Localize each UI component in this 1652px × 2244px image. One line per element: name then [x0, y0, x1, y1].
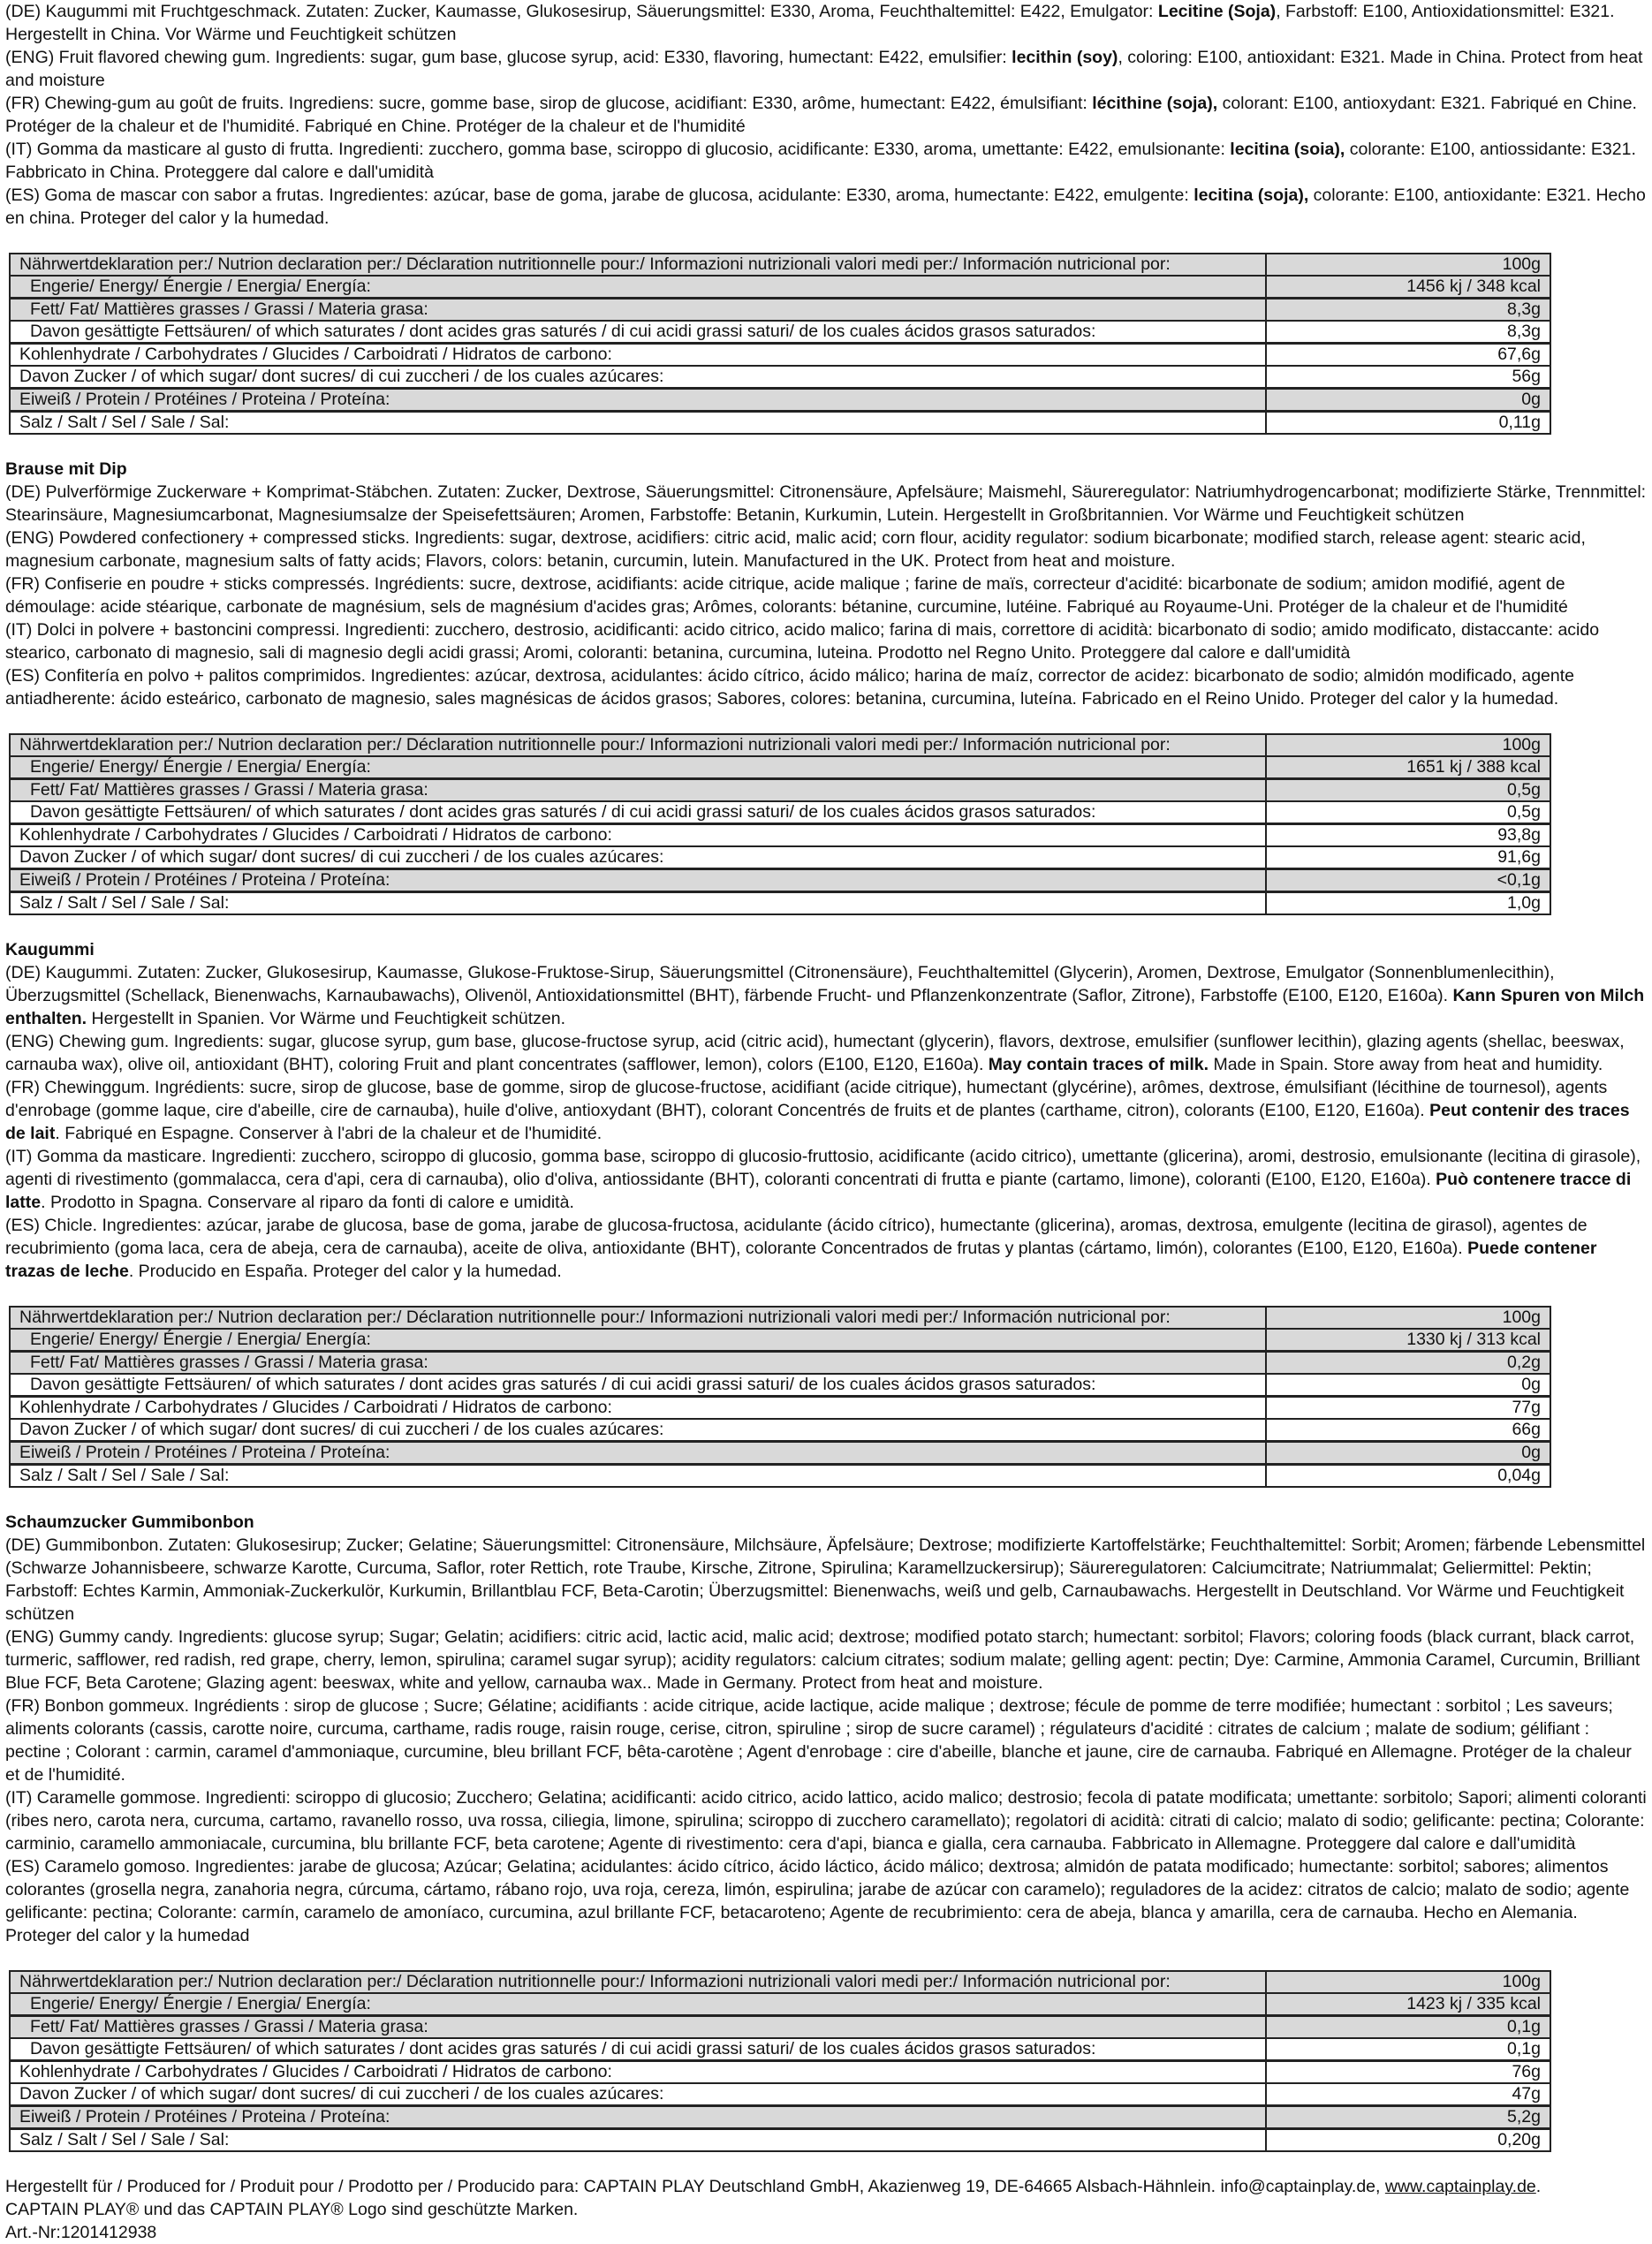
spacer	[5, 915, 1647, 938]
nutrition-label: Eiweiß / Protein / Protéines / Proteina / Proteína:	[10, 389, 1266, 412]
ingredients-paragraph	[5, 1694, 1647, 1786]
ingredients-text: Hergestellt in Spanien. Vor Wärme und Feuchtigkeit schützen.	[87, 1009, 566, 1028]
nutrition-row-satfat	[10, 321, 1550, 344]
spacer	[5, 1947, 1647, 1970]
ingredients-text: (DE) Gummibonbon. Zutaten: Glukosesirup; Zucker; Gelatine; Säuerungsmittel: Citronensäure, Milchsäure, Äpfelsäure; Dextrose; modifizierte Kartoffelstärke; Feuchthaltemittel: Sorbit; Aromen; färbende Lebensmittel (Schwarze Johannisbeere, schwarze Karotte, Curcuma, Saflor, roter Rettich, rote Traube, Kirsche, Zitrone, Spirulina; Karamellzuckersirup); Säureregulatoren: Calciumcitrate; Natriummalat; Geliermittel: Pektin; Farbstoff: Echtes Karmin, Ammoniak-Zuckerkulör, Kurkumin, Brillantblau FCF, Beta-Carotin; Überzugsmittel: Bienenwachs, weiß und gelb, Carnaubawachs. Hergestellt in Deutschland. Vor Wärme und Feuchtigkeit schützen	[5, 1535, 1646, 1624]
nutrition-value: 0g	[1266, 1442, 1550, 1465]
ingredients-paragraph	[5, 1786, 1647, 1855]
ingredients-paragraph	[5, 1626, 1647, 1694]
nutrition-label: Davon gesättigte Fettsäuren/ of which saturates / dont acides gras saturés / di cui acidi grassi saturi/ de los cuales ácidos grasos saturados:	[10, 321, 1266, 344]
website-link[interactable]: www.captainplay.de	[1384, 2177, 1536, 2196]
nutrition-row-energy	[10, 1329, 1550, 1352]
ingredients-text: Made in Spain. Store away from heat and humidity.	[1209, 1055, 1603, 1074]
nutrition-row-salt	[10, 412, 1550, 435]
nutrition-table	[9, 1306, 1551, 1488]
ingredients-text: (IT) Gomma da masticare. Ingredienti: zucchero, sciroppo di glucosio, gomma base, sciroppo di glucosio-fruttosio, acidificante (acido citrico), umettante (glicerina), aromi, destrosio, emulsionante (lecitina di girasole), agenti di rivestimento (gommalacca, cera d'api, cera di carnauba), olio d'oliva, antiossidante (BHT), coloranti concentrati di frutta e piante (cartamo, limone), coloranti (E100, E120, E160a).	[5, 1147, 1641, 1189]
product-sections	[5, 0, 1647, 2152]
ingredients-paragraph	[5, 618, 1647, 664]
ingredients-text: (ES) Goma de mascar con sabor a frutas. Ingredientes: azúcar, base de goma, jarabe de glucosa, acidulante: E330, aroma, humectante: E422, emulgente:	[5, 186, 1194, 205]
allergen-text: May contain traces of milk.	[988, 1055, 1209, 1074]
nutrition-row-fat	[10, 779, 1550, 802]
ingredients-paragraph	[5, 1534, 1647, 1626]
ingredients-text: colorant: E100, antioxydant: E321. Fabriqué en Chine. Protéger de la chaleur et de l'humidité. Fabriqué en Chine. Protéger de la chaleur et de l'humidité	[5, 94, 1637, 136]
nutrition-label: Davon Zucker / of which sugar/ dont sucres/ di cui zuccheri / de los cuales azúcares:	[10, 366, 1266, 389]
spacer	[5, 1488, 1647, 1511]
nutrition-value: 1330 kj / 313 kcal	[1266, 1329, 1550, 1352]
ingredients-text: (DE) Kaugummi mit Fruchtgeschmack. Zutaten: Zucker, Kaumasse, Glukosesirup, Säuerungsmittel: E330, Aroma, Feuchthaltemittel: E422, Emulgator:	[5, 2, 1158, 21]
nutrition-row-header	[10, 1307, 1550, 1329]
ingredients-paragraph	[5, 961, 1647, 1030]
nutrition-value: 56g	[1266, 366, 1550, 389]
ingredients-text: (FR) Chewinggum. Ingrédients: sucre, sirop de glucose, base de gomme, sirop de glucose-fructose, acidifiant (acide citrique), humectant (glycérine), arômes, dextrose, émulsifiant (lécithine de tournesol), agents d'enrobage (gomme laque, cire d'abeille, cire de carnauba), huile d'olive, antioxydant (BHT), colorant Concentrés de fruits et de plantes (carthame, citron), colorants (E100, E120, E160a).	[5, 1078, 1608, 1120]
nutrition-value: 0,5g	[1266, 801, 1550, 824]
nutrition-value: 100g	[1266, 1971, 1550, 1993]
ingredients-text: (IT) Dolci in polvere + bastoncini compressi. Ingredienti: zucchero, destrosio, acidificanti: acido citrico, acido malico; farina di mais, correttore di acidità: bicarbonato di sodio; amido modificato, distaccante: acido stearico, carbonato di magnesio, sali di magnesio degli acidi grassi; Aromi, coloranti: betanina, curcumina, luteina. Prodotto nel Regno Unito. Proteggere dal calore e dall'umidità	[5, 620, 1600, 663]
nutrition-value: 1456 kj / 348 kcal	[1266, 276, 1550, 299]
ingredients-text: (FR) Bonbon gommeux. Ingrédients : sirop de glucose ; Sucre; Gélatine; acidifiants : acide citrique, acide lactique, acide malique ; dextrose; fécule de pomme de terre modifiée; humectant : sorbitol ; Les saveurs; aliments colorants (cassis, carotte noire, curcuma, carthame, radis rouge, raisin rouge, cerise, citron, spiruline ; sirop de sucre caramel) ; régulateurs d'acidité : citrates de calcium ; malate de sodium; gélifiant : pectine ; Colorant : carmin, caramel d'ammoniaque, curcumine, bleu brillant FCF, bêta-carotène ; Agent d'enrobage : cire d'abeille, blanche et jaune, cire de carnauba. Fabriqué en Allemagne. Protéger de la chaleur et de l'humidité.	[5, 1696, 1632, 1785]
nutrition-value: 76g	[1266, 2061, 1550, 2084]
nutrition-value: 5,2g	[1266, 2106, 1550, 2129]
ingredients-paragraph	[5, 664, 1647, 710]
nutrition-value: 0,20g	[1266, 2129, 1550, 2152]
nutrition-label: Kohlenhydrate / Carbohydrates / Glucides / Carboidrati / Hidratos de carbono:	[10, 1397, 1266, 1420]
nutrition-value: 1423 kj / 335 kcal	[1266, 1993, 1550, 2016]
product-section	[5, 1488, 1647, 2152]
nutrition-label: Nährwertdeklaration per:/ Nutrion declaration per:/ Déclaration nutritionnelle pour:/ Informazioni nutrizionali valori medi per:/ Información nutricional por:	[10, 734, 1266, 756]
nutrition-value: <0,1g	[1266, 869, 1550, 892]
allergen-text: Peut contenir des traces de lait	[5, 1101, 1630, 1143]
nutrition-label: Nährwertdeklaration per:/ Nutrion declaration per:/ Déclaration nutritionnelle pour:/ Informazioni nutrizionali valori medi per:/ Información nutricional por:	[10, 254, 1266, 276]
ingredients-text: . Fabriqué en Espagne. Conserver à l'abri de la chaleur et de l'humidité.	[55, 1124, 602, 1143]
nutrition-row-carb	[10, 2061, 1550, 2084]
allergen-text: lecitina (soia),	[1230, 140, 1345, 159]
allergen-text: lecitina (soja),	[1194, 186, 1309, 205]
nutrition-row-carb	[10, 344, 1550, 367]
nutrition-row-protein	[10, 389, 1550, 412]
nutrition-label: Engerie/ Energy/ Énergie / Energia/ Energía:	[10, 1329, 1266, 1352]
ingredients-text: (IT) Gomma da masticare al gusto di frutta. Ingredienti: zucchero, gomma base, sciroppo di glucosio, acidificante: E330, aroma, umettante: E422, emulsionante:	[5, 140, 1231, 159]
nutrition-value: 93,8g	[1266, 824, 1550, 847]
nutrition-label: Eiweiß / Protein / Protéines / Proteina / Proteína:	[10, 869, 1266, 892]
ingredients-paragraph	[5, 184, 1647, 230]
allergen-text: lécithine (soja),	[1092, 94, 1218, 113]
nutrition-value: 77g	[1266, 1397, 1550, 1420]
footer-produced-for	[5, 2175, 1647, 2198]
ingredients-paragraph	[5, 527, 1647, 572]
nutrition-value: 0,11g	[1266, 412, 1550, 435]
nutrition-value: 47g	[1266, 2083, 1550, 2106]
nutrition-row-energy	[10, 1993, 1550, 2016]
ingredients-paragraph	[5, 1030, 1647, 1076]
ingredients-text: (ENG) Chewing gum. Ingredients: sugar, glucose syrup, gum base, glucose-fructose syrup, acid (citric acid), humectant (glycerin), flavors, dextrose, emulsifier (sunflower lecithin), glazing agents (shellac, beeswax, carnauba wax), olive oil, antioxidant (BHT), coloring Fruit and plant concentrates (safflower, lemon), colors (E100, E120, E160a).	[5, 1032, 1625, 1074]
nutrition-label: Davon Zucker / of which sugar/ dont sucres/ di cui zuccheri / de los cuales azúcares:	[10, 2083, 1266, 2106]
nutrition-value: 67,6g	[1266, 344, 1550, 367]
ingredients-text: (ENG) Gummy candy. Ingredients: glucose syrup; Sugar; Gelatin; acidifiers: citric acid, lactic acid, malic acid; dextrose; modified potato starch; humectant: sorbitol; Flavors; coloring foods (black currant, black carrot, turmeric, safflower, red radish, red grape, cherry, lemon, spirulina; caramel sugar syrup); acidity regulators: calcium citrates; sodium malate; gelling agent: pectin; Dye: Carmine, Ammonia Caramel, Curcumin, Brilliant Blue FCF, Beta Carotene; Glazing agent: beeswax, white and yellow, carnauba wax.. Made in Germany. Protect from heat and moisture.	[5, 1627, 1641, 1693]
product-heading: Kaugummi	[5, 940, 95, 959]
product-section	[5, 435, 1647, 915]
nutrition-row-carb	[10, 1397, 1550, 1420]
ingredients-paragraph	[5, 481, 1647, 527]
nutrition-label: Eiweiß / Protein / Protéines / Proteina / Proteína:	[10, 2106, 1266, 2129]
nutrition-label: Kohlenhydrate / Carbohydrates / Glucides / Carboidrati / Hidratos de carbono:	[10, 344, 1266, 367]
nutrition-label: Salz / Salt / Sel / Sale / Sal:	[10, 2129, 1266, 2152]
footer-period: .	[1535, 2177, 1542, 2196]
ingredients-paragraph	[5, 1076, 1647, 1145]
nutrition-label: Davon Zucker / of which sugar/ dont sucres/ di cui zuccheri / de los cuales azúcares:	[10, 846, 1266, 869]
allergen-text: Lecitine (Soja)	[1157, 2, 1277, 21]
nutrition-row-satfat	[10, 801, 1550, 824]
nutrition-label: Engerie/ Energy/ Énergie / Energia/ Energía:	[10, 756, 1266, 779]
nutrition-row-header	[10, 254, 1550, 276]
nutrition-label: Fett/ Fat/ Mattières grasses / Grassi / Materia grasa:	[10, 2016, 1266, 2039]
spacer	[5, 710, 1647, 733]
nutrition-label: Davon Zucker / of which sugar/ dont sucres/ di cui zuccheri / de los cuales azúcares:	[10, 1419, 1266, 1442]
ingredients-text: (FR) Confiserie en poudre + sticks compressés. Ingrédients: sucre, dextrose, acidifiants: acide citrique, acide malique ; farine de maïs, correcteur d'acidité: bicarbonate de sodium; amidon modifié, agent de démoulage: acide stéarique, carbonate de magnésium, sels de magnésium d'acides gras; Arômes, colorants: bétanine, curcumine, lutéine. Fabriqué au Royaume-Uni. Protéger de la chaleur et de l'humidité	[5, 574, 1568, 617]
spacer	[5, 1283, 1647, 1306]
nutrition-row-salt	[10, 1465, 1550, 1488]
nutrition-label: Eiweiß / Protein / Protéines / Proteina / Proteína:	[10, 1442, 1266, 1465]
nutrition-row-sugar	[10, 846, 1550, 869]
nutrition-row-carb	[10, 824, 1550, 847]
nutrition-row-header	[10, 1971, 1550, 1993]
ingredients-paragraph	[5, 0, 1647, 46]
nutrition-row-satfat	[10, 2038, 1550, 2061]
nutrition-value: 0,5g	[1266, 779, 1550, 802]
product-heading: Schaumzucker Gummibonbon	[5, 1512, 254, 1532]
allergen-text: Puede contener trazas de leche	[5, 1239, 1597, 1281]
nutrition-row-sugar	[10, 2083, 1550, 2106]
ingredients-text: . Prodotto in Spagna. Conservare al riparo da fonti di calore e umidità.	[41, 1193, 574, 1212]
nutrition-label: Fett/ Fat/ Mattières grasses / Grassi / Materia grasa:	[10, 1352, 1266, 1375]
ingredients-paragraph	[5, 92, 1647, 138]
footer	[5, 2175, 1647, 2244]
nutrition-label: Salz / Salt / Sel / Sale / Sal:	[10, 892, 1266, 915]
ingredients-text: (IT) Caramelle gommose. Ingredienti: sciroppo di glucosio; Zucchero; Gelatina; acidificanti: acido citrico, acido lattico, acido malico; destrosio; fecola di patate modificata; umettante: sorbitolo; Sapori; alimenti coloranti (ribes nero, carota nera, curcuma, cartamo, ravanello rosso, uva rossa, ciliegia, limone, spirulina; sciroppo di zucchero caramellato); regolatori di acidità: citrati di calcio; malato di sodio; gelificante: pectina; Colorante: carminio, caramello ammoniacale, curcumina, blu brillante FCF, beta carotene; Agente di rivestimento: cera d'api, bianca e gialla, cera carnauba. Fabbricato in Allemagne. Proteggere dal calore e dall'umidità	[5, 1788, 1647, 1854]
nutrition-value: 91,6g	[1266, 846, 1550, 869]
ingredients-text: (ES) Caramelo gomoso. Ingredientes: jarabe de glucosa; Azúcar; Gelatina; acidulantes: ácido cítrico, ácido láctico, ácido málico; dextrosa; almidón de patata modificado; humectante: sorbitol; sabores; alimentos colorantes (grosella negra, zanahoria negra, cúrcuma, cártamo, rábano rojo, uva roja, cereza, limón, espirulina; jarabe de azúcar con caramelo); reguladores de la acidez: citratos de calcio; malato de sodio; agente gelificante: pectina; Colorante: carmín, caramelo de amoníaco, curcumina, azul brillante FCF, betacaroteno; Agente de recubrimiento: cera de abeja, blanca y amarilla, cera de carnauba. Hecho en Alemania. Proteger del calor y la humedad	[5, 1857, 1630, 1945]
nutrition-value: 0,1g	[1266, 2038, 1550, 2061]
nutrition-row-satfat	[10, 1374, 1550, 1397]
nutrition-value: 100g	[1266, 254, 1550, 276]
allergen-text: Kann Spuren von Milch enthalten.	[5, 986, 1645, 1028]
nutrition-label: Salz / Salt / Sel / Sale / Sal:	[10, 412, 1266, 435]
nutrition-row-salt	[10, 2129, 1550, 2152]
nutrition-value: 8,3g	[1266, 299, 1550, 322]
nutrition-row-fat	[10, 2016, 1550, 2039]
ingredients-text: (FR) Chewing-gum au goût de fruits. Ingrediens: sucre, gomme base, sirop de glucose, acidifiant: E330, arôme, humectant: E422, émulsifiant:	[5, 94, 1093, 113]
product-section	[5, 0, 1647, 435]
ingredients-paragraph	[5, 1145, 1647, 1214]
ingredients-paragraph	[5, 572, 1647, 618]
nutrition-label: Davon gesättigte Fettsäuren/ of which saturates / dont acides gras saturés / di cui acidi grassi saturi/ de los cuales ácidos grasos saturados:	[10, 1374, 1266, 1397]
nutrition-value: 0g	[1266, 1374, 1550, 1397]
ingredients-text: (ENG) Fruit flavored chewing gum. Ingredients: sugar, gum base, glucose syrup, acid: E330, flavoring, humectant: E422, emulsifier:	[5, 48, 1012, 67]
nutrition-value: 0,04g	[1266, 1465, 1550, 1488]
ingredients-text: (ES) Confitería en polvo + palitos comprimidos. Ingredientes: azúcar, dextrosa, acidulantes: ácido cítrico, ácido málico; harina de maíz, corrector de acidez: bicarbonato de sodio; almidón modificado, agente antiadherente: ácido esteárico, carbonato de magnesio, sales magnésicas de ácidos grasos; Sabores, colores: betanina, curcumina, luteína. Fabricado en el Reino Unido. Proteger del calor y la humedad.	[5, 666, 1574, 709]
nutrition-row-header	[10, 734, 1550, 756]
nutrition-value: 8,3g	[1266, 321, 1550, 344]
nutrition-row-energy	[10, 756, 1550, 779]
nutrition-label: Nährwertdeklaration per:/ Nutrion declaration per:/ Déclaration nutritionnelle pour:/ Informazioni nutrizionali valori medi per:/ Información nutricional por:	[10, 1971, 1266, 1993]
ingredients-paragraph	[5, 46, 1647, 92]
ingredients-paragraph	[5, 138, 1647, 184]
nutrition-row-fat	[10, 299, 1550, 322]
nutrition-row-sugar	[10, 366, 1550, 389]
nutrition-label: Fett/ Fat/ Mattières grasses / Grassi / Materia grasa:	[10, 299, 1266, 322]
nutrition-value: 0,2g	[1266, 1352, 1550, 1375]
footer-trademark: CAPTAIN PLAY® und das CAPTAIN PLAY® Logo sind geschützte Marken.	[5, 2200, 579, 2219]
ingredients-text: , Farbstoff: E100, Antioxidationsmittel: E321. Hergestellt in China. Vor Wärme und Feuchtigkeit schützen	[5, 2, 1615, 44]
nutrition-table	[9, 253, 1551, 435]
footer-company-text: Hergestellt für / Produced for / Produit pour / Prodotto per / Producido para: CAPTAIN PLAY Deutschland GmbH, Akazienweg 19, DE-64665 Alsbach-Hähnlein. info@captainplay.de,	[5, 2177, 1385, 2196]
ingredients-text: (DE) Kaugummi. Zutaten: Zucker, Glukosesirup, Kaumasse, Glukose-Fruktose-Sirup, Säuerungsmittel (Citronensäure), Feuchthaltemittel (Glycerin), Aromen, Dextrose, Emulgator (Sonnenblumenlecithin), Überzugsmittel (Schellack, Bienenwachs, Karnaubawachs), Olivenöl, Antioxidationsmittel (BHT), färbende Frucht- und Pflanzenkonzentrate (Saflor, Zitrone), Farbstoffe (E100, E120, E160a).	[5, 963, 1555, 1005]
nutrition-value: 66g	[1266, 1419, 1550, 1442]
product-section	[5, 915, 1647, 1488]
nutrition-row-protein	[10, 2106, 1550, 2129]
nutrition-value: 0,1g	[1266, 2016, 1550, 2039]
nutrition-value: 1651 kj / 388 kcal	[1266, 756, 1550, 779]
nutrition-row-salt	[10, 892, 1550, 915]
nutrition-label: Nährwertdeklaration per:/ Nutrion declaration per:/ Déclaration nutritionnelle pour:/ Informazioni nutrizionali valori medi per:/ Información nutricional por:	[10, 1307, 1266, 1329]
spacer	[5, 435, 1647, 458]
nutrition-row-energy	[10, 276, 1550, 299]
allergen-text: lecithin (soy)	[1012, 48, 1118, 67]
nutrition-row-protein	[10, 1442, 1550, 1465]
ingredients-paragraph	[5, 1214, 1647, 1283]
ingredients-paragraph	[5, 1855, 1647, 1947]
nutrition-label: Engerie/ Energy/ Énergie / Energia/ Energía:	[10, 276, 1266, 299]
nutrition-label: Kohlenhydrate / Carbohydrates / Glucides / Carboidrati / Hidratos de carbono:	[10, 2061, 1266, 2084]
ingredients-text: (DE) Pulverförmige Zuckerware + Komprimat-Stäbchen. Zutaten: Zucker, Dextrose, Säuerungsmittel: Citronensäure, Apfelsäure; Maismehl, Säureregulator: Natriumhydrogencarbonat; modifizierte Stärke, Trennmittel: Stearinsäure, Magnesiumcarbonat, Magnesiumsalze der Speisefettsäuren; Aromen, Farbstoffe: Betanin, Kurkumin, Lutein. Hergestellt in Großbritannien. Vor Wärme und Feuchtigkeit schützen	[5, 482, 1647, 525]
nutrition-row-fat	[10, 1352, 1550, 1375]
nutrition-label: Salz / Salt / Sel / Sale / Sal:	[10, 1465, 1266, 1488]
ingredients-text: (ENG) Powdered confectionery + compressed sticks. Ingredients: sugar, dextrose, acidifiers: citric acid, malic acid; corn flour, acidity regulator: sodium bicarbonate; modified starch, release agent: stearic acid, magnesium carbonate, magnesium salts of fatty acids; Flavors, colors: betanin, curcumin, lutein. Manufactured in the UK. Protect from heat and moisture.	[5, 528, 1586, 571]
nutrition-row-protein	[10, 869, 1550, 892]
ingredients-text: colorante: E100, antioxidante: E321. Hecho en china. Proteger del calor y la humedad.	[5, 186, 1646, 228]
ingredients-text: (ES) Chicle. Ingredientes: azúcar, jarabe de glucosa, base de goma, jarabe de glucosa-fructosa, acidulante (ácido cítrico), humectante (glicerina), aromas, dextrosa, emulgente (lecitina de girasol), agentes de recubrimiento (goma laca, cera de abeja, cera de carnauba), aceite de oliva, antioxidante (BHT), colorante Concentrados de frutas y plantas (cártamo, limón), colorantes (E100, E120, E160a).	[5, 1216, 1588, 1258]
spacer	[5, 2152, 1647, 2175]
nutrition-value: 1,0g	[1266, 892, 1550, 915]
product-heading: Brause mit Dip	[5, 459, 127, 479]
nutrition-value: 0g	[1266, 389, 1550, 412]
ingredients-text: , coloring: E100, antioxidant: E321. Made in China. Protect from heat and moisture	[5, 48, 1643, 90]
nutrition-label: Engerie/ Energy/ Énergie / Energia/ Energía:	[10, 1993, 1266, 2016]
nutrition-label: Kohlenhydrate / Carbohydrates / Glucides / Carboidrati / Hidratos de carbono:	[10, 824, 1266, 847]
nutrition-label: Davon gesättigte Fettsäuren/ of which saturates / dont acides gras saturés / di cui acidi grassi saturi/ de los cuales ácidos grasos saturados:	[10, 2038, 1266, 2061]
nutrition-label: Fett/ Fat/ Mattières grasses / Grassi / Materia grasa:	[10, 779, 1266, 802]
nutrition-value: 100g	[1266, 1307, 1550, 1329]
nutrition-label: Davon gesättigte Fettsäuren/ of which saturates / dont acides gras saturés / di cui acidi grassi saturi/ de los cuales ácidos grasos saturados:	[10, 801, 1266, 824]
allergen-text: Può contenere tracce di latte	[5, 1170, 1632, 1212]
ingredients-text: colorante: E100, antiossidante: E321. Fabbricato in China. Proteggere dal calore e dall'umidità	[5, 140, 1636, 182]
nutrition-table	[9, 733, 1551, 915]
nutrition-row-sugar	[10, 1419, 1550, 1442]
spacer	[5, 230, 1647, 253]
nutrition-value: 100g	[1266, 734, 1550, 756]
footer-article-number: Art.-Nr:1201412938	[5, 2223, 157, 2242]
ingredients-text: . Producido en España. Proteger del calor y la humedad.	[128, 1262, 562, 1281]
nutrition-table	[9, 1970, 1551, 2152]
